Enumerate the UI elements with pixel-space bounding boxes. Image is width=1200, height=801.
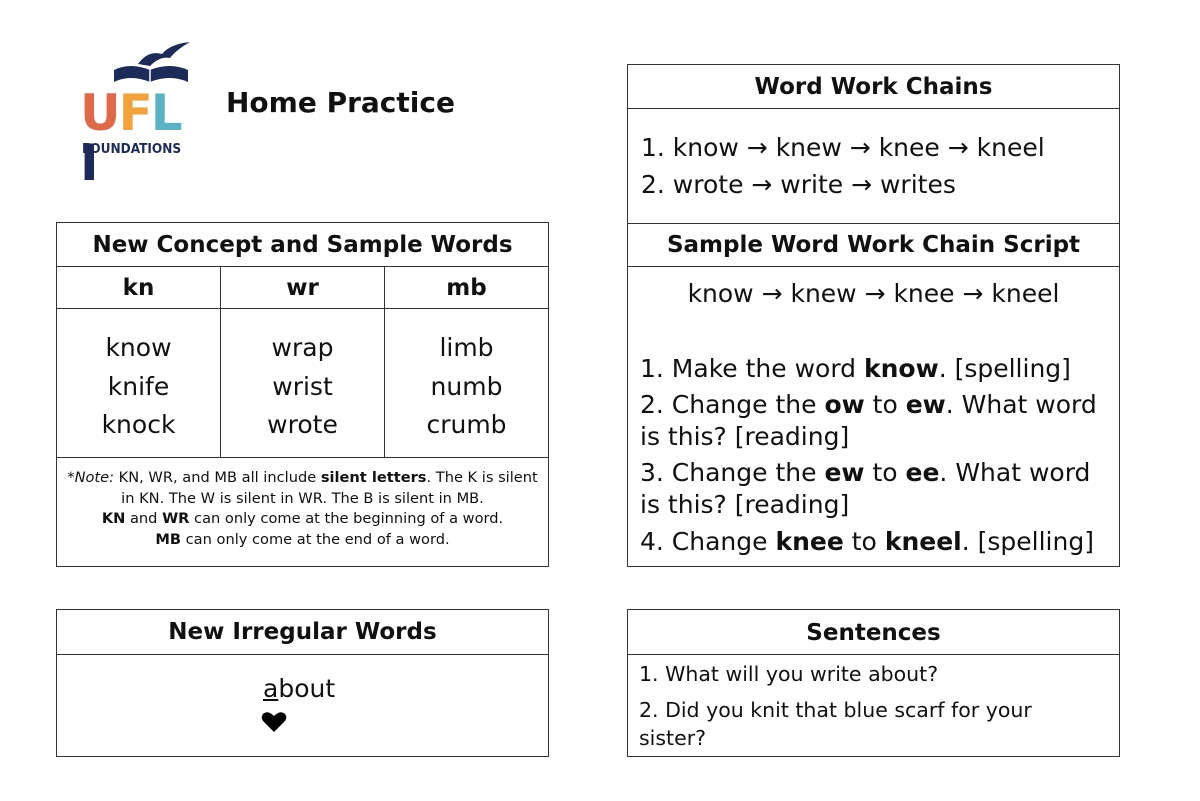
divider (57, 457, 548, 458)
divider (628, 108, 1119, 109)
note-bold: silent letters (320, 469, 427, 486)
logo-letter-l: L (150, 84, 181, 142)
logo-letter-i: I (80, 134, 97, 192)
step-text: 2. Change the (640, 390, 825, 419)
word-list-kn (57, 329, 220, 445)
divider (628, 654, 1119, 655)
step-text: . What word is this? [reading] (640, 390, 1097, 451)
step-text: 1. Make the word (640, 354, 864, 383)
word-work-chains-box (627, 64, 1120, 567)
irregular-title: New Irregular Words (168, 619, 437, 645)
chain-item: 2. wrote → write → writes (641, 170, 956, 199)
divider (628, 266, 1119, 267)
logo-subtitle: FOUNDATIONS (82, 141, 182, 157)
divider (57, 654, 548, 655)
sentences-title: Sentences (806, 620, 941, 646)
note-text: KN, WR, and MB all include (114, 469, 321, 486)
script-step (640, 389, 1105, 453)
step-bold: ew (905, 390, 946, 419)
sample-word: numb (430, 371, 503, 401)
step-bold: know (863, 354, 939, 383)
step-text: . What word is this? [reading] (640, 458, 1091, 519)
step-bold: knee (775, 527, 844, 556)
step-text: to (864, 390, 906, 419)
script-title: Sample Word Work Chain Script (666, 232, 1081, 258)
word-list-wr (221, 329, 384, 445)
column-header-wr: wr (286, 275, 319, 301)
bird-book-icon (110, 40, 192, 90)
sample-word: limb (439, 333, 494, 362)
sample-word: wrap (271, 333, 334, 362)
note-text: can only come at the beginning of a word. (189, 510, 504, 527)
note-bold: KN (101, 510, 126, 527)
chain-item: 1. know → knew → knee → kneel (641, 133, 1045, 162)
note-text: and (125, 510, 163, 527)
irregular-words-box (56, 609, 549, 757)
sentence-item: 1. What will you write about? (639, 662, 939, 686)
note-bold: MB (155, 530, 182, 548)
script-step (640, 353, 1105, 385)
ufli-logo (80, 40, 192, 192)
logo-letter-f: F (118, 84, 151, 142)
sentences-box (627, 609, 1120, 757)
sample-word: wrote (267, 410, 338, 439)
step-text: . [spelling] (961, 527, 1094, 556)
sample-word: know (105, 333, 172, 362)
step-text: . [spelling] (938, 354, 1071, 383)
chains-title: Word Work Chains (754, 74, 993, 100)
script-step (640, 457, 1105, 521)
script-chain: know → knew → knee → kneel (687, 279, 1060, 308)
note-label: *Note: (67, 469, 115, 486)
script-step (640, 526, 1105, 558)
step-text: to (843, 527, 885, 556)
heart-icon (261, 711, 287, 733)
sentence-item: 2. Did you knit that blue scarf for your sister? (639, 698, 1032, 750)
step-bold: ow (824, 390, 865, 419)
irregular-word (263, 674, 335, 703)
sample-word: wrist (272, 371, 333, 401)
step-bold: ew (824, 458, 865, 487)
step-text: to (864, 458, 906, 487)
column-header-kn: kn (122, 275, 155, 301)
word-list-mb (385, 329, 548, 445)
note-text: can only come at the end of a word. (181, 530, 450, 548)
sample-word: crumb (426, 410, 507, 439)
concept-title: New Concept and Sample Words (92, 232, 513, 258)
irregular-word-first-letter: a (263, 674, 279, 703)
step-text: 4. Change (640, 527, 776, 556)
step-bold: kneel (884, 527, 962, 556)
note-text: . The K is silent in KN. The W is silent in WR. The B is silent in MB. (121, 469, 538, 507)
step-text: 3. Change the (640, 458, 825, 487)
logo-letter-u: U (80, 84, 119, 142)
sample-word: knock (101, 410, 176, 439)
sample-word: knife (107, 371, 170, 401)
irregular-word-rest: bout (278, 674, 336, 703)
note-bold: WR (162, 510, 190, 527)
page-title: Home Practice (226, 86, 455, 119)
step-bold: ee (905, 458, 940, 487)
column-header-mb: mb (446, 275, 487, 301)
concept-table (56, 222, 549, 567)
concept-note (63, 468, 542, 550)
ufli-wordmark (80, 84, 192, 192)
